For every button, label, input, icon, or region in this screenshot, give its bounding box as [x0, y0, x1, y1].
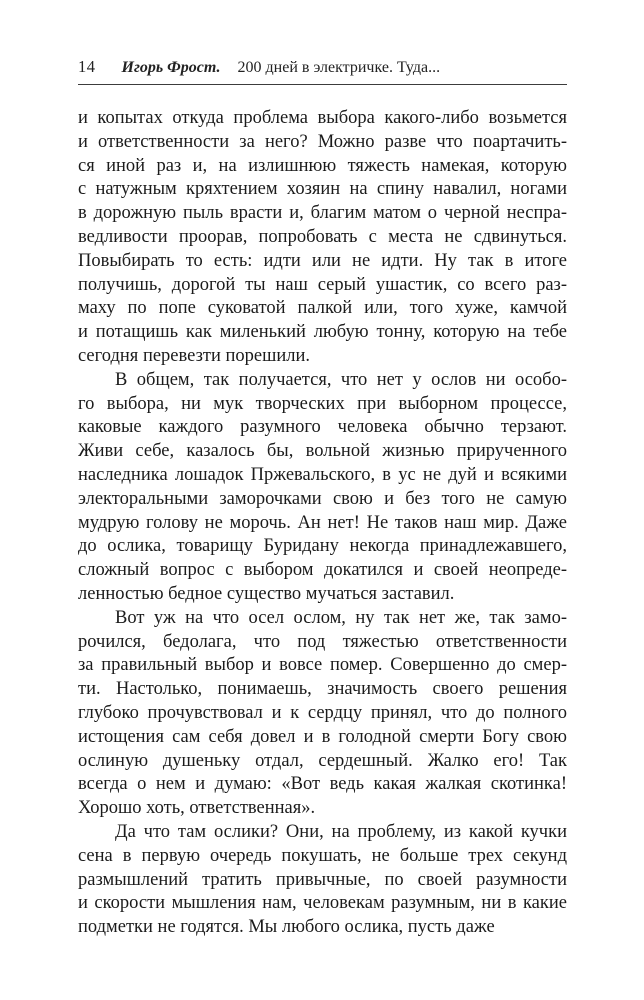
text-line: и потащишь как миленький любую тонну, которую на тебе: [78, 322, 567, 343]
text-line: ведливости проорав, попробовать с места не сдвинуться.: [78, 226, 567, 247]
text-line: с натужным кряхтением хозяин на спину навалил, ногами: [78, 179, 567, 200]
text-line: размышлений тратить привычные, по своей разумности: [78, 869, 567, 890]
text-line: мудрую голову не морочь. Ан нет! Не таков наш мир. Даже: [78, 512, 567, 533]
text-line: Да что там ослики? Они, на проблему, из какой кучки: [115, 821, 567, 842]
text-line: до ослика, товарищу Буридану некогда принадлежавшего,: [78, 536, 567, 557]
paragraph: [78, 107, 567, 369]
text-line: Хорошо хоть, ответственная».: [78, 798, 316, 819]
text-line: ти. Настолько, понимаешь, значимость своего решения: [78, 679, 567, 700]
header-book-title: 200 дней в электричке. Туда...: [237, 59, 441, 76]
text-line: го выбора, ни мук творческих при выборном процессе,: [78, 393, 567, 414]
text-line: ослиную душеньку отдал, сердешный. Жалко его! Так: [78, 750, 567, 771]
paragraph: [78, 369, 567, 607]
header-rule: [78, 84, 567, 85]
body-text: [78, 107, 567, 940]
text-line: и скорости мышления нам, человекам разумным, ни в какие: [78, 893, 567, 914]
text-line: сегодня перевезти порешили.: [78, 345, 311, 366]
text-line: Вот уж на что осел ослом, ну так нет же, так замо-: [115, 607, 567, 628]
text-line: глубоко прочувствовал и к сердцу принял, что до полного: [78, 702, 567, 723]
header-author: Игорь Фрост.: [121, 59, 221, 76]
text-line: Живи себе, казалось бы, вольной жизнью прирученного: [78, 441, 567, 462]
text-line: всегда о нем и думаю: «Вот ведь какая жалкая скотинка!: [78, 774, 567, 795]
text-line: и ответственности за него? Можно разве что поартачить-: [78, 131, 567, 152]
paragraph: [78, 607, 567, 821]
text-line: Повыбирать то есть: идти или не идти. Ну так в итоге: [78, 250, 567, 271]
text-line: получишь, дорогой ты наш серый ушастик, со всего раз-: [78, 274, 567, 295]
text-line: каковые каждого разумного человека обычно терзают.: [78, 417, 567, 438]
text-line: рочился, бедолага, что под тяжестью ответственности: [78, 631, 567, 652]
text-line: наследника лошадок Пржевальского, в ус не дуй и всякими: [78, 464, 567, 485]
text-line: в дорожную пыль врасти и, благим матом о черной неспра-: [78, 203, 567, 224]
text-line: за правильный выбор и вовсе помер. Совершенно до смер-: [78, 655, 567, 676]
text-line: истощения сам себя довел и в голодной смерти Богу свою: [78, 726, 567, 747]
text-line: сена в первую очередь покушать, не больше трех секунд: [78, 845, 567, 866]
text-line: подметки не годятся. Мы любого ослика, пусть даже: [78, 917, 495, 938]
text-line: электоральными заморочками свою и без того не самую: [78, 488, 567, 509]
text-line: ленностью бедное существо мучаться заставил.: [78, 583, 455, 604]
paragraph: [78, 821, 567, 940]
text-line: В общем, так получается, что нет у ослов ни особо-: [115, 369, 567, 390]
running-header: [78, 0, 567, 77]
text-line: и копытах откуда проблема выбора какого-либо возьмется: [78, 108, 567, 128]
page-number: 14: [78, 57, 96, 76]
text-line: ся иной раз и, на излишнюю тяжесть намекая, которую: [78, 155, 567, 176]
text-line: сложный вопрос с выбором докатился и своей неопреде-: [78, 560, 567, 581]
text-line: маху по попе суковатой палкой или, того хуже, камчой: [78, 298, 567, 319]
